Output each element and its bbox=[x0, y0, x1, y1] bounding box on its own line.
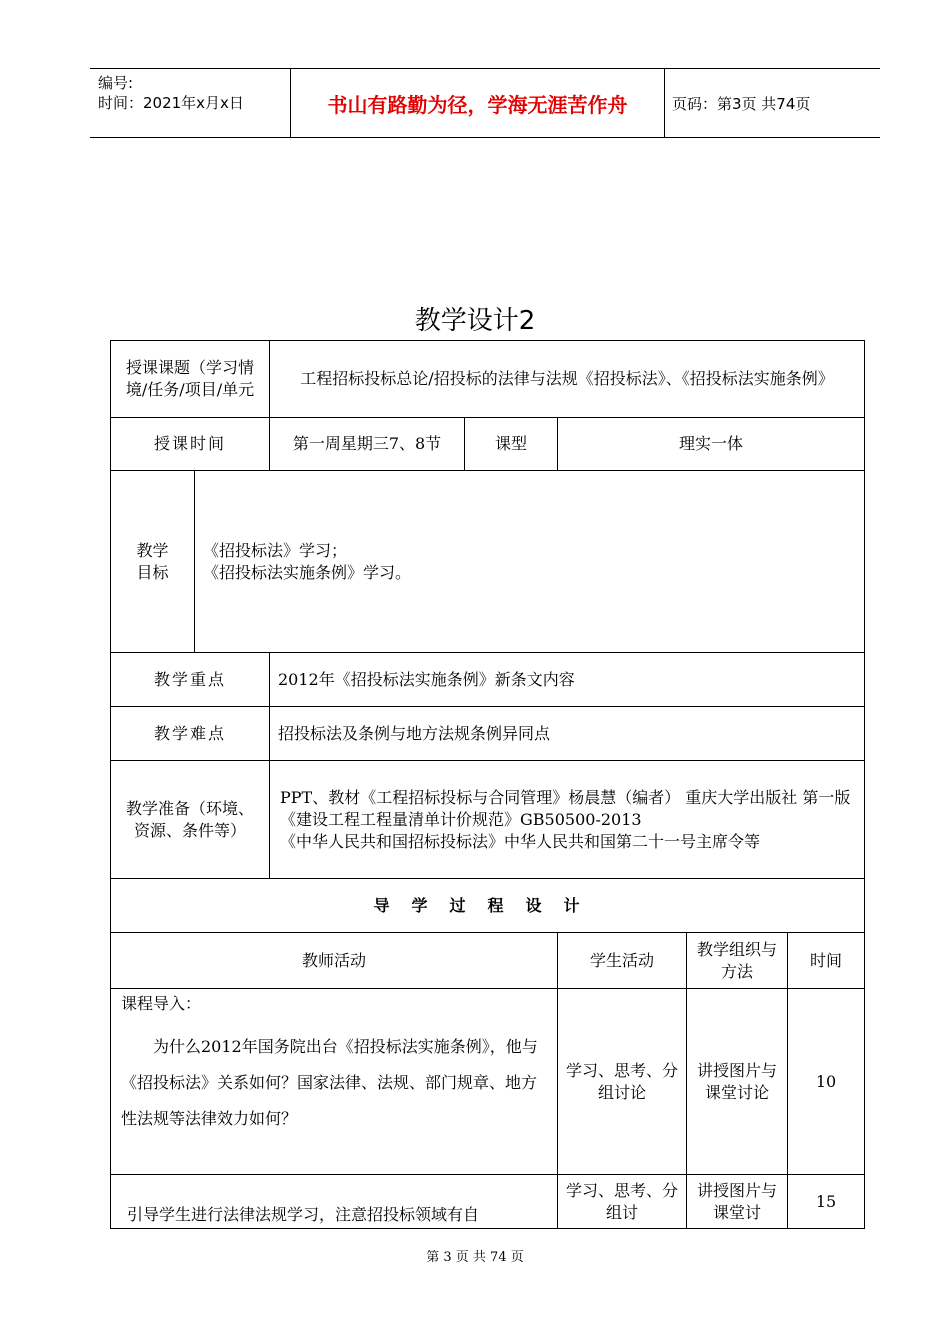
lesson-type-label: 课型 bbox=[465, 418, 558, 471]
lesson-plan-table bbox=[110, 340, 865, 1229]
prep-value bbox=[270, 761, 865, 879]
lesson-type-value: 理实一体 bbox=[558, 418, 865, 471]
goal-label: 教学目标 bbox=[111, 471, 195, 653]
process-title: 导学过程设计 bbox=[111, 879, 865, 933]
prep-line: 《建设工程工程量清单计价规范》GB50500-2013 bbox=[280, 809, 642, 829]
goal-line: 《招投标法》学习； bbox=[203, 540, 348, 560]
difficulty-label: 教学难点 bbox=[111, 707, 270, 761]
row-prep bbox=[111, 761, 865, 879]
teacher-activity: 引导学生进行法律法规学习，注意招投标领域有自 bbox=[111, 1175, 558, 1229]
row-time bbox=[111, 418, 865, 471]
row-goal bbox=[111, 471, 865, 653]
activity-time: 15 bbox=[788, 1175, 865, 1229]
page-header bbox=[90, 68, 880, 138]
activity-text: 为什么2012年国务院出台《招投标法实施条例》，他与《招投标法》关系如何？国家法律、法规、部门规章、地方性法规等法律效力如何？ bbox=[121, 1037, 538, 1128]
col-teacher-header: 教师活动 bbox=[111, 933, 558, 989]
teaching-method: 讲授图片与课堂讨论 bbox=[687, 989, 788, 1175]
activity-heading: 课程导入： bbox=[121, 994, 202, 1013]
prep-label: 教学准备（环境、资源、条件等） bbox=[111, 761, 270, 879]
col-student-header: 学生活动 bbox=[558, 933, 687, 989]
document-number-label: 编号: bbox=[98, 74, 134, 92]
topic-value: 工程招标投标总论/招投标的法律与法规《招投标法》、《招投标法实施条例》 bbox=[270, 341, 865, 418]
goal-line: 《招投标法实施条例》学习。 bbox=[203, 562, 412, 582]
difficulty-value: 招投标法及条例与地方法规条例异同点 bbox=[270, 707, 865, 761]
activity-row bbox=[111, 1175, 865, 1229]
time-label: 授课时间 bbox=[111, 418, 270, 471]
student-activity: 学习、思考、分组讨论 bbox=[558, 989, 687, 1175]
topic-label: 授课课题（学习情境/任务/项目/单元 bbox=[111, 341, 270, 418]
prep-line: PPT、教材《工程招标投标与合同管理》杨晨慧（编者） 重庆大学出版社 第一版 bbox=[280, 787, 851, 807]
time-value: 第一周星期三7、8节 bbox=[270, 418, 465, 471]
header-page-number: 页码：第3页 共74页 bbox=[672, 94, 811, 113]
row-difficulty bbox=[111, 707, 865, 761]
row-topic bbox=[111, 341, 865, 418]
prep-line: 《中华人民共和国招标投标法》中华人民共和国第二十一号主席令等 bbox=[280, 831, 761, 851]
header-meta bbox=[98, 73, 288, 113]
document-time-label: 时间：2021年x月x日 bbox=[98, 94, 244, 112]
student-activity: 学习、思考、分组讨 bbox=[558, 1175, 687, 1229]
activity-row bbox=[111, 989, 865, 1175]
document-title: 教学设计2 bbox=[414, 306, 536, 336]
teacher-activity bbox=[111, 989, 558, 1175]
col-time-header: 时间 bbox=[788, 933, 865, 989]
col-method-header: 教学组织与方法 bbox=[687, 933, 788, 989]
header-motto: 书山有路勤为径，学海无涯苦作舟 bbox=[290, 69, 665, 137]
teaching-method: 讲授图片与课堂讨 bbox=[687, 1175, 788, 1229]
focus-label: 教学重点 bbox=[111, 653, 270, 707]
row-column-headers bbox=[111, 933, 865, 989]
page-footer: 第 3 页 共 74 页 bbox=[426, 1250, 524, 1265]
focus-value: 2012年《招投标法实施条例》新条文内容 bbox=[270, 653, 865, 707]
goal-value bbox=[195, 471, 865, 653]
activity-time: 10 bbox=[788, 989, 865, 1175]
row-process-title bbox=[111, 879, 865, 933]
row-focus bbox=[111, 653, 865, 707]
